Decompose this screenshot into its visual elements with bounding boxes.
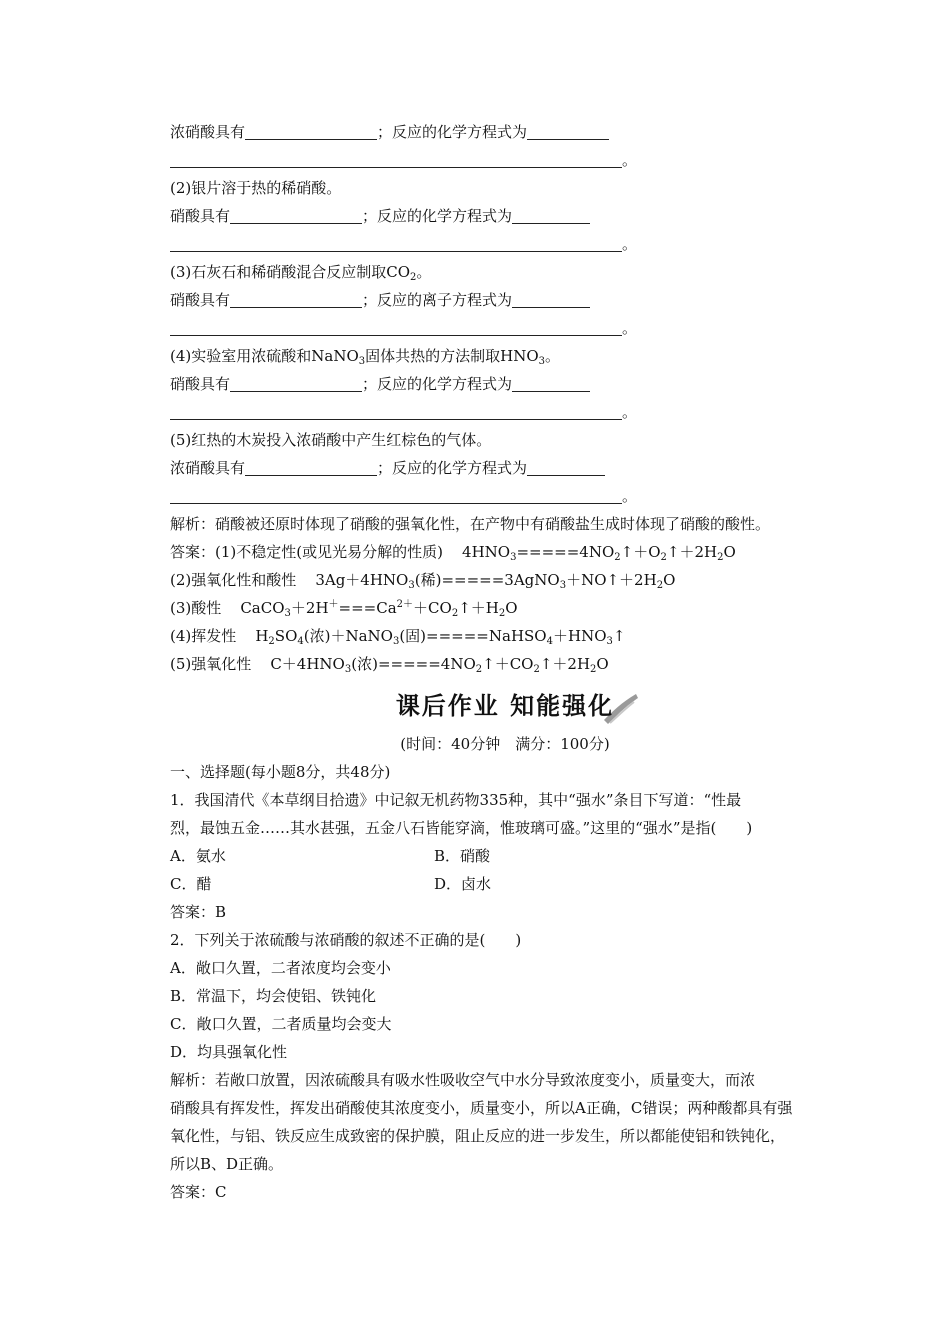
mc2-option-a[interactable]: A．敞口久置，二者浓度均会变小 xyxy=(170,959,391,977)
mc2-option-c[interactable]: C．敞口久置，二者质量均会变大 xyxy=(170,1015,392,1033)
mc1-stem-line-2: 烈，最蚀五金……其水甚强，五金八石皆能穿滴，惟玻璃可盛。”这里的“强水”是指( ) xyxy=(170,819,753,837)
sup: ＋ xyxy=(328,599,339,610)
answer-5 xyxy=(170,650,840,678)
answer-1 xyxy=(170,538,840,566)
q3-answer-line xyxy=(170,286,840,314)
mc2-option-b[interactable]: B．常温下，均会使铝、铁钝化 xyxy=(170,987,377,1005)
eq-part: ＋HNO xyxy=(552,627,607,645)
sub: 2 xyxy=(451,608,459,619)
eq-part: ↑＋CO xyxy=(482,655,534,673)
q4-equation-blank-b[interactable] xyxy=(170,401,622,420)
q5-answer-mid: ；反应的化学方程式为 xyxy=(377,459,528,477)
q3-equation-blank-b[interactable] xyxy=(170,317,622,336)
q4-property-blank[interactable] xyxy=(230,373,362,392)
q1-answer-label: 浓硝酸具有 xyxy=(170,123,246,141)
eq-part: ↑＋H xyxy=(458,599,499,617)
eq-part: O xyxy=(663,571,676,589)
q4-equation-line xyxy=(170,398,840,426)
banner-title: 课后作业 知能强化 xyxy=(395,692,615,720)
mc1-options-row-2 xyxy=(170,870,840,898)
mc2-stem: 2．下列关于浓硫酸与浓硝酸的叙述不正确的是( ) xyxy=(170,931,522,949)
section-banner xyxy=(170,682,840,730)
q4-stem-mid: 固体共热的方法制取HNO xyxy=(365,347,539,365)
q3-stem-end: 。 xyxy=(416,263,432,281)
sub: 2 xyxy=(590,664,597,675)
eq-part: ===Ca xyxy=(338,599,397,617)
q4-answer-label: 硝酸具有 xyxy=(170,375,231,393)
answer-3-label: (3)酸性 xyxy=(170,599,222,617)
mc2-analysis-line-1: 解析：若敞口放置，因浓硫酸具有吸水性吸收空气中水分导致浓度变小，质量变大，而浓 xyxy=(170,1071,756,1089)
answer-1-eq: 4HNO xyxy=(462,543,511,561)
q2-stem: (2)银片溶于热的稀硝酸。 xyxy=(170,179,342,197)
eq-part: ↑ xyxy=(612,627,626,645)
eq-part: ↑＋2H xyxy=(539,655,591,673)
q3-end: 。 xyxy=(622,319,638,337)
eq-part: (浓)＋NaNO xyxy=(303,627,393,645)
q4-answer-line xyxy=(170,370,840,398)
q2-property-blank[interactable] xyxy=(230,205,362,224)
eq-part: O xyxy=(596,655,609,673)
sub: 2 xyxy=(475,664,483,675)
q1-end: 。 xyxy=(622,151,638,169)
q1-answer-line xyxy=(170,118,840,146)
answer-3 xyxy=(170,594,840,622)
q5-equation-blank-a[interactable] xyxy=(527,457,605,476)
eq-part: O xyxy=(505,599,518,617)
answer-2 xyxy=(170,566,840,594)
mc2-analysis-line-4: 所以B、D正确。 xyxy=(170,1155,284,1173)
sub: 2 xyxy=(268,636,275,647)
q5-answer-line xyxy=(170,454,840,482)
mc1-option-b[interactable]: B．硝酸 xyxy=(434,847,491,865)
q3-equation-blank-a[interactable] xyxy=(512,289,590,308)
sub: 4 xyxy=(297,636,304,647)
sub: 4 xyxy=(546,636,553,647)
answer-2-label: (2)强氧化性和酸性 xyxy=(170,571,297,589)
answer-2-eq: 3Ag＋4HNO xyxy=(315,571,409,589)
answer-4 xyxy=(170,622,840,650)
eq-part: =====4NO xyxy=(516,543,615,561)
exam-info: (时间：40分钟 满分：100分) xyxy=(400,735,610,753)
sub: 3 xyxy=(284,608,291,619)
mc1-option-d[interactable]: D．卤水 xyxy=(434,875,492,893)
sub: 2 xyxy=(717,552,724,563)
q5-equation-line xyxy=(170,482,840,510)
q4-end: 。 xyxy=(622,403,638,421)
q1-equation-line xyxy=(170,146,840,174)
eq-part: SO xyxy=(274,627,298,645)
q3-stem-sub: 2 xyxy=(410,272,417,283)
mc1-option-a[interactable]: A．氨水 xyxy=(170,847,226,865)
document-page xyxy=(170,118,840,1206)
q1-equation-blank-a[interactable] xyxy=(527,121,609,140)
eq-part: (浓)=====4NO xyxy=(351,655,476,673)
answer-5-eq: C＋4HNO xyxy=(270,655,345,673)
q4-answer-mid: ；反应的化学方程式为 xyxy=(362,375,513,393)
mc1-option-c[interactable]: C．醋 xyxy=(170,875,212,893)
q1-property-blank[interactable] xyxy=(245,121,377,140)
sub: 3 xyxy=(344,664,352,675)
sub: 2 xyxy=(660,552,667,563)
sub: 3 xyxy=(606,636,613,647)
mc1-options-row-1 xyxy=(170,842,840,870)
sub: 2 xyxy=(614,552,621,563)
q4-stem xyxy=(170,342,840,370)
q2-end: 。 xyxy=(622,235,638,253)
q3-answer-mid: ；反应的离子方程式为 xyxy=(362,291,513,309)
eq-part: (固)=====NaHSO xyxy=(399,627,547,645)
q3-equation-line xyxy=(170,314,840,342)
sub: 2 xyxy=(498,608,506,619)
q5-end: 。 xyxy=(622,487,638,505)
eq-part: ＋CO xyxy=(413,599,452,617)
q5-stem: (5)红热的木炭投入浓硝酸中产生红棕色的气体。 xyxy=(170,431,492,449)
answer-4-label: (4)挥发性 xyxy=(170,627,237,645)
q4-stem-text: (4)实验室用浓硫酸和NaNO xyxy=(170,347,359,365)
sup: 2＋ xyxy=(396,599,414,610)
answer-1-label: 答案：(1)不稳定性(或见光易分解的性质) xyxy=(170,543,443,561)
mc2-option-d[interactable]: D．均具强氧化性 xyxy=(170,1043,288,1061)
q5-property-blank[interactable] xyxy=(245,457,377,476)
q3-stem xyxy=(170,258,840,286)
q2-answer-label: 硝酸具有 xyxy=(170,207,231,225)
q2-answer-mid: ；反应的化学方程式为 xyxy=(362,207,513,225)
q4-stem-sub2: 3 xyxy=(538,356,546,367)
eq-part: ＋NO↑＋2H xyxy=(566,571,657,589)
answer-5-label: (5)强氧化性 xyxy=(170,655,252,673)
mc2-analysis-line-3: 氧化性，与铝、铁反应生成致密的保护膜，阻止反应的进一步发生，所以都能使铝和铁钝化， xyxy=(170,1127,786,1145)
sub: 2 xyxy=(533,664,540,675)
sub: 2 xyxy=(656,580,664,591)
q3-answer-label: 硝酸具有 xyxy=(170,291,231,309)
eq-part: O xyxy=(723,543,736,561)
q2-equation-blank-a[interactable] xyxy=(512,205,590,224)
sub: 3 xyxy=(392,636,400,647)
q4-stem-sub: 3 xyxy=(358,356,366,367)
eq-part: (稀)=====3AgNO xyxy=(414,571,560,589)
mc2-analysis-line-2: 硝酸具有挥发性，挥发出硝酸使其浓度变小，质量变小，所以A正确，C错误；两种酸都具有强 xyxy=(170,1099,793,1117)
q5-equation-blank-b[interactable] xyxy=(170,485,622,504)
eq-part: ＋2H xyxy=(290,599,329,617)
eq-part: ↑＋2H xyxy=(666,543,718,561)
q1-equation-blank-b[interactable] xyxy=(170,149,622,168)
analysis-1: 解析：硝酸被还原时体现了硝酸的强氧化性，在产物中有硝酸盐生成时体现了硝酸的酸性。 xyxy=(170,515,771,533)
q1-answer-mid: ；反应的化学方程式为 xyxy=(377,123,528,141)
answer-3-eq: CaCO xyxy=(240,599,285,617)
q2-equation-line xyxy=(170,230,840,258)
q4-equation-blank-a[interactable] xyxy=(512,373,590,392)
mc1-answer: 答案：B xyxy=(170,903,227,921)
sub: 3 xyxy=(408,580,415,591)
eq-part: ↑＋O xyxy=(620,543,661,561)
section-heading: 一、选择题(每小题8分，共48分) xyxy=(170,763,391,781)
mc2-answer: 答案：C xyxy=(170,1183,227,1201)
sub: 3 xyxy=(559,580,567,591)
mc1-stem-line-1: 1．我国清代《本草纲目拾遗》中记叙无机药物335种，其中“强水”条目下写道：“性最 xyxy=(170,791,742,809)
q3-stem-text: (3)石灰石和稀硝酸混合反应制取CO xyxy=(170,263,411,281)
q2-equation-blank-b[interactable] xyxy=(170,233,622,252)
sub: 3 xyxy=(510,552,517,563)
answer-4-eq: H xyxy=(255,627,269,645)
q2-answer-line xyxy=(170,202,840,230)
q3-property-blank[interactable] xyxy=(230,289,362,308)
q4-stem-end: 。 xyxy=(545,347,561,365)
q5-answer-label: 浓硝酸具有 xyxy=(170,459,246,477)
